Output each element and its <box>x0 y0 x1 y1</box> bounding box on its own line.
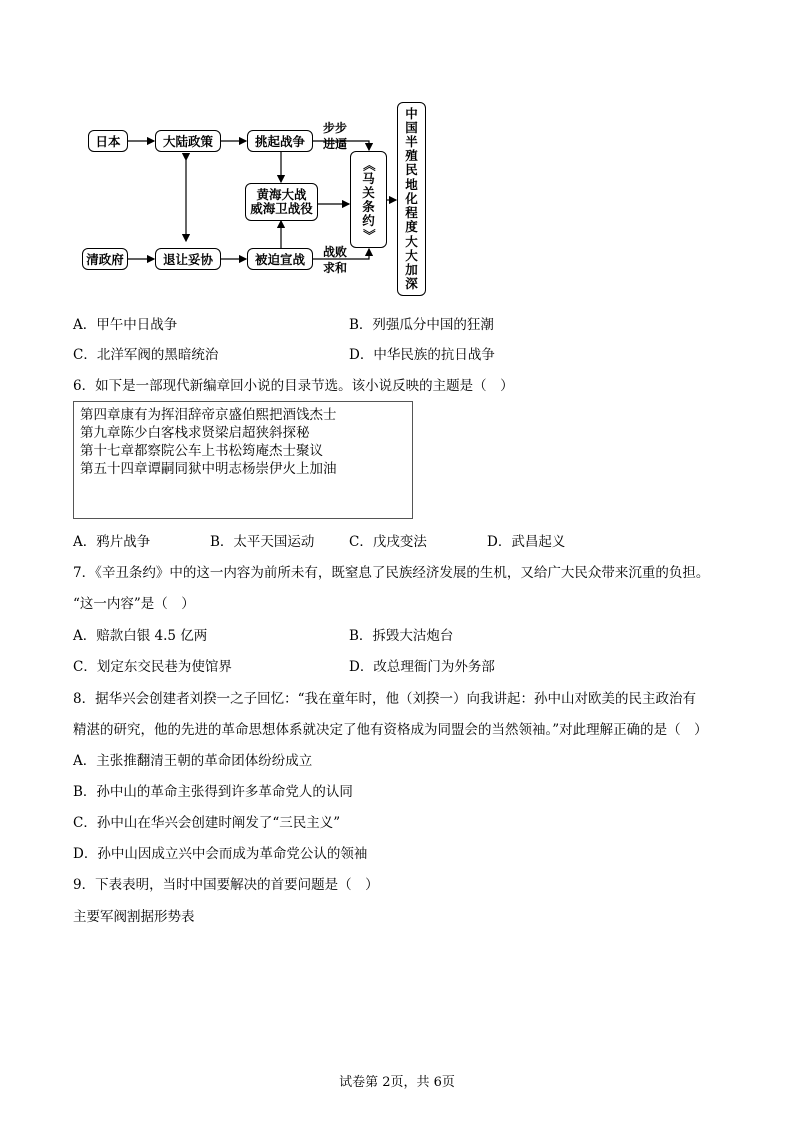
box-provoke-war: 挑起战争 <box>247 130 313 152</box>
q6-stem: 6．如下是一部现代新编章回小说的目录节选。该小说反映的主题是（ ） <box>73 378 514 394</box>
q6-option-d: D．武昌起义 <box>487 534 566 550</box>
q8-option-c: C．孙中山在华兴会创建时阐发了“三民主义” <box>73 815 341 831</box>
box-forced-war: 被迫宣战 <box>247 248 313 270</box>
q8-stem-line1: 8．据华兴会创建者刘揆一之子回忆：“我在童年时，他（刘揆一）向我讲起：孙中山对欧美的民主政治有 <box>73 691 696 707</box>
q8-stem-line2: 精湛的研究，他的先进的革命思想体系就决定了他有资格成为同盟会的当然领袖。”对此理解正确的是（ ） <box>73 722 708 738</box>
q7-stem-line2: “这一内容”是（ ） <box>73 596 195 612</box>
toc-line: 第五十四章谭嗣同狱中明志杨崇伊火上加油 <box>80 461 337 477</box>
q5-option-a: A．甲午中日战争 <box>73 317 178 333</box>
label-defeat: 战败 求和 <box>323 245 348 275</box>
q9-stem: 9．下表表明，当时中国要解决的首要问题是（ ） <box>73 877 379 893</box>
box-battles: 黄海大战 威海卫战役 <box>245 183 318 221</box>
q5-option-c: C．北洋军阀的黑暗统治 <box>73 347 219 363</box>
q7-option-b: B．拆毁大沽炮台 <box>349 628 454 644</box>
toc-line: 第十七章都察院公车上书松筠庵杰士聚议 <box>80 443 323 459</box>
q7-stem-line1: 7．《辛丑条约》中的这一内容为前所未有，既窒息了民族经济发展的生机，又给广大民众带来沉重的负担。 <box>73 565 710 581</box>
toc-line: 第九章陈少白客栈求贤梁启超狭斜探秘 <box>80 425 310 441</box>
box-treaty: 《 马 关 条 约 》 <box>350 151 387 248</box>
box-concede: 退让妥协 <box>155 248 221 270</box>
q8-option-a: A．主张推翻清王朝的革命团体纷纷成立 <box>73 753 313 769</box>
box-japan: 日本 <box>88 130 128 152</box>
q6-option-c: C．戊戌变法 <box>349 534 427 550</box>
q6-option-a: A．鸦片战争 <box>73 534 151 550</box>
q5-option-d: D．中华民族的抗日战争 <box>349 347 495 363</box>
q5-option-b: B．列强瓜分中国的狂潮 <box>349 317 494 333</box>
label-step-by-step: 步步 进逼 <box>323 121 348 151</box>
q6-option-b: B．太平天国运动 <box>210 534 315 550</box>
q6-toc-box <box>73 401 413 519</box>
box-qing: 清政府 <box>82 248 128 270</box>
page-footer: 试卷第 2页，共 6页 <box>339 1075 455 1090</box>
box-result: 中 国 半 殖 民 地 化 程 度 大 大 加 深 <box>397 102 426 296</box>
box-continental-policy: 大陆政策 <box>155 130 221 152</box>
q9-table-caption: 主要军阀割据形势表 <box>73 909 195 925</box>
toc-line: 第四章康有为挥泪辞帝京盛伯熙把酒饯杰士 <box>80 407 337 423</box>
q8-option-d: D．孙中山因成立兴中会而成为革命党公认的领袖 <box>73 846 368 862</box>
q7-option-d: D．改总理衙门为外务部 <box>349 659 495 675</box>
q7-option-c: C．划定东交民巷为使馆界 <box>73 659 232 675</box>
q7-option-a: A．赔款白银 4.5 亿两 <box>73 628 208 644</box>
q8-option-b: B．孙中山的革命主张得到许多革命党人的认同 <box>73 784 353 800</box>
